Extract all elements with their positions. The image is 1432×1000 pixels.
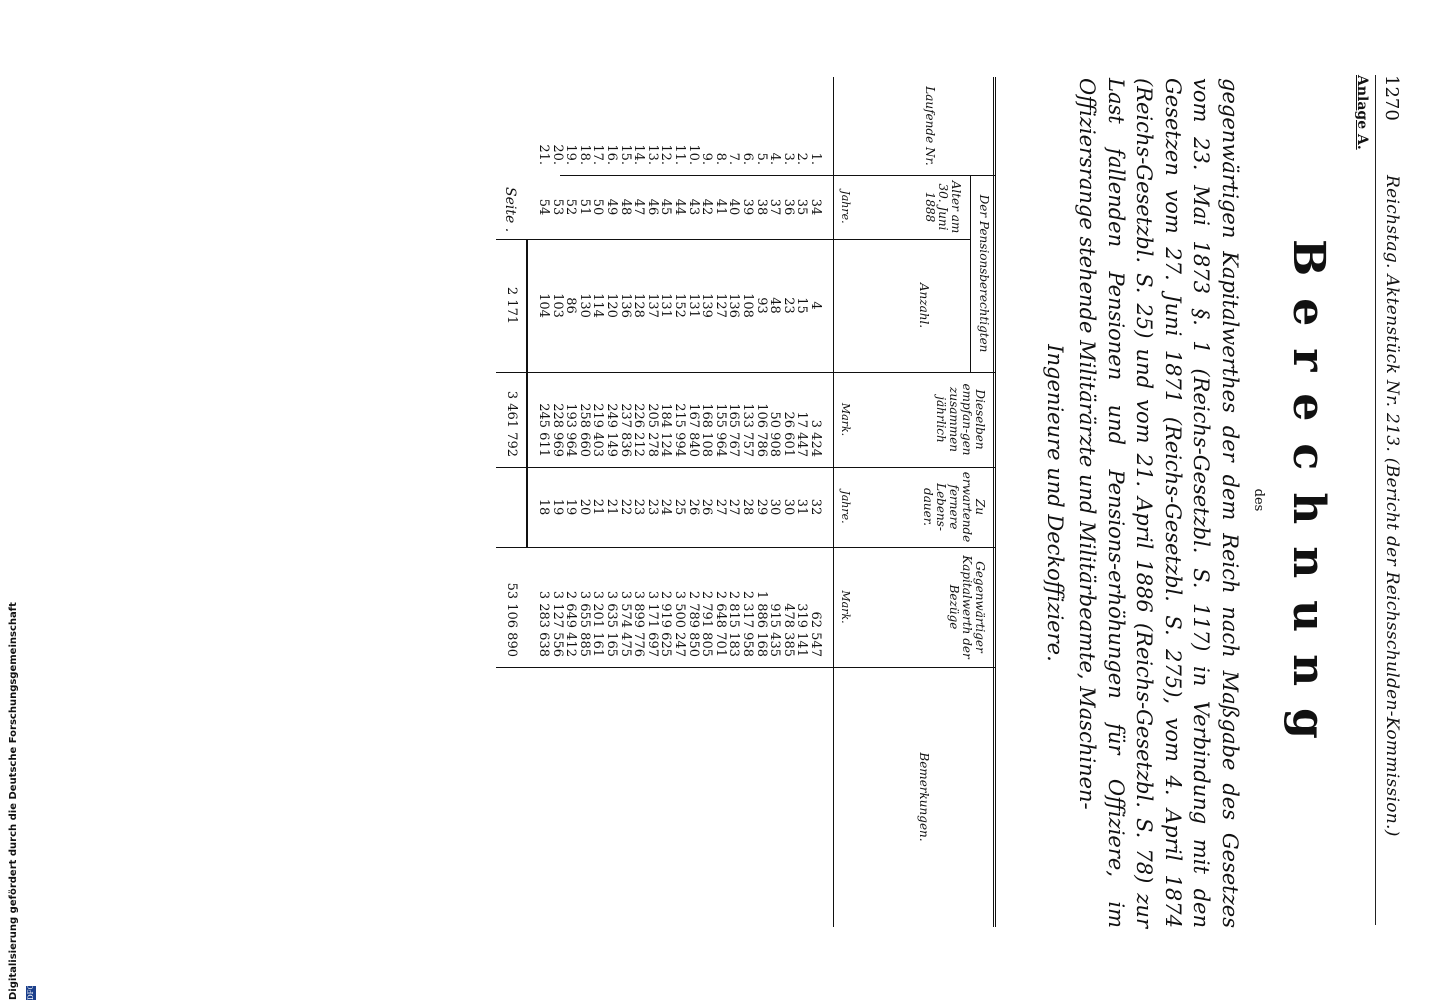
table-cell-dauer: 22 xyxy=(617,498,633,516)
table-cell-nr: 9. xyxy=(699,152,715,165)
table-cell-anzahl: 128 xyxy=(631,293,647,318)
table-cell-alter: 47 xyxy=(631,198,647,216)
sum-betrag: 3 461 792 xyxy=(504,390,519,457)
table-cell-kapital: 2 649 412 xyxy=(563,590,579,657)
table-cell-dauer: 28 xyxy=(740,498,755,516)
intro-paragraph: gegenwärtigen Kapitalwerthes der dem Reich nach Maßgabe des Gesetzes vom 23. Mai 1873 §. 1 (Reichs-Gesetzbl. S. 117) in Verbindung mit den Gesetzen vom 27. Juni 1871 (Reichs-Gesetzbl. S. 275), vom 4. April 1874 (Reichs-Gesetzbl. S. 25) und vom 21. April 1886 (Reichs-Gesetzbl. S. 78) zur Last fallenden Pensionen und Pensions-erhöhungen für Offiziere, im Offiziersrange stehende Militärärzte und Militärbeamte, Maschinen- xyxy=(1075,78,1242,928)
table-cell-dauer: 23 xyxy=(644,498,660,516)
table-cell-anzahl: 15 xyxy=(794,297,810,314)
table-cell-alter: 44 xyxy=(672,198,687,216)
table-cell-kapital: 3 127 556 xyxy=(549,590,565,657)
table-cell-alter: 43 xyxy=(685,198,701,216)
table-cell-dauer: 20 xyxy=(576,498,592,516)
unit-kapitalwerth: Mark. xyxy=(839,590,852,624)
table-cell-betrag: 219 403 xyxy=(590,403,606,457)
table-cell-betrag: 258 660 xyxy=(576,403,592,457)
credit-text: Digitalisierung gefördert durch die Deutsche Forschungsgemeinschaft xyxy=(8,602,19,1000)
header-laufende-nr: Laufende Nr. xyxy=(923,86,937,166)
table-cell-anzahl: 108 xyxy=(740,293,755,318)
header-rule xyxy=(1375,75,1376,925)
unit-alter: Jahre. xyxy=(839,190,852,224)
table-cell-anzahl: 131 xyxy=(658,293,674,318)
table-cell-kapital: 478 385 xyxy=(780,603,796,657)
table-cell-alter: 53 xyxy=(549,198,565,216)
table-cell-betrag: 26 601 xyxy=(780,411,796,457)
table-cell-anzahl: 139 xyxy=(699,293,715,318)
table-cell-anzahl: 131 xyxy=(685,293,701,318)
table-cell-nr: 17. xyxy=(590,144,606,165)
header-bemerkungen: Bemerkungen. xyxy=(917,752,931,842)
table-cell-anzahl: 114 xyxy=(590,293,606,318)
table-cell-alter: 50 xyxy=(590,198,606,216)
table-cell-betrag: 17 447 xyxy=(794,411,810,457)
table-cell-nr: 8. xyxy=(712,152,728,165)
sum-rule xyxy=(526,239,528,547)
table-cell-dauer: 27 xyxy=(712,498,728,516)
table-cell-alter: 40 xyxy=(726,198,742,216)
table-cell-kapital: 2 919 625 xyxy=(658,590,674,657)
table-cell-nr: 6. xyxy=(740,152,755,165)
table-cell-alter: 35 xyxy=(794,198,810,216)
table-cell-anzahl: 127 xyxy=(712,293,728,318)
table-cell-betrag: 193 964 xyxy=(563,403,579,457)
table-cell-betrag: 205 278 xyxy=(644,403,660,457)
table-cell-betrag: 237 836 xyxy=(617,403,633,457)
table-cell-alter: 39 xyxy=(740,198,755,216)
table-cell-anzahl: 4 xyxy=(808,301,823,310)
table-cell-alter: 41 xyxy=(712,198,728,216)
unit-lebensdauer: Jahre. xyxy=(839,490,852,524)
table-cell-kapital: 2 791 805 xyxy=(699,590,715,657)
intro-ending: Ingenieure und Deckoffiziere. xyxy=(1043,344,1067,662)
table-cell-betrag: 3 424 xyxy=(808,419,823,457)
table-cell-dauer: 30 xyxy=(767,498,783,516)
table-cell-dauer: 26 xyxy=(699,498,715,516)
table-cell-nr: 10. xyxy=(685,144,701,165)
table-cell-alter: 37 xyxy=(767,198,783,216)
table-cell-kapital: 2 317 958 xyxy=(740,590,755,657)
table-cell-anzahl: 130 xyxy=(576,293,592,318)
table-cell-anzahl: 48 xyxy=(767,297,783,314)
table-cell-alter: 34 xyxy=(808,198,823,216)
table-cell-kapital: 1 886 168 xyxy=(753,590,769,657)
pension-table xyxy=(496,77,996,927)
table-cell-betrag: 226 212 xyxy=(631,403,647,457)
document-subtitle: des xyxy=(1251,488,1266,512)
table-cell-nr: 12. xyxy=(658,144,674,165)
table-cell-dauer: 18 xyxy=(536,498,551,516)
table-cell-betrag: 155 964 xyxy=(712,403,728,457)
dfg-logo-icon: DFG xyxy=(26,983,35,1000)
table-cell-dauer: 25 xyxy=(672,498,687,516)
table-cell-dauer: 27 xyxy=(726,498,742,516)
table-cell-dauer: 30 xyxy=(780,498,796,516)
table-cell-betrag: 168 108 xyxy=(699,403,715,457)
document-title: Berechnung xyxy=(1283,239,1334,761)
table-cell-nr: 14. xyxy=(631,144,647,165)
table-cell-dauer: 24 xyxy=(658,498,674,516)
table-cell-anzahl: 137 xyxy=(644,293,660,318)
table-cell-alter: 46 xyxy=(644,198,660,216)
header-group: Der Pensionsberechtigten xyxy=(977,194,991,353)
annex-label: Anlage A. xyxy=(1354,75,1370,150)
table-cell-dauer: 21 xyxy=(604,498,619,516)
table-cell-anzahl: 104 xyxy=(536,293,551,318)
table-cell-anzahl: 120 xyxy=(604,293,619,318)
table-cell-alter: 42 xyxy=(699,198,715,216)
table-cell-kapital: 2 648 701 xyxy=(712,590,728,657)
table-cell-anzahl: 93 xyxy=(753,297,769,314)
table-cell-nr: 5. xyxy=(753,152,769,165)
table-cell-betrag: 228 969 xyxy=(549,403,565,457)
table-cell-anzahl: 103 xyxy=(549,293,565,318)
table-cell-kapital: 3 500 247 xyxy=(672,590,687,657)
table-cell-nr: 13. xyxy=(644,144,660,165)
table-cell-kapital: 3 201 161 xyxy=(590,590,606,657)
table-cell-anzahl: 23 xyxy=(780,297,796,314)
table-cell-kapital: 3 655 885 xyxy=(576,590,592,657)
table-cell-dauer: 31 xyxy=(794,498,810,516)
table-cell-dauer: 23 xyxy=(631,498,647,516)
header-alter: Alter am 30. Juni 1888 xyxy=(923,180,963,234)
table-cell-alter: 51 xyxy=(576,198,592,216)
table-cell-dauer: 32 xyxy=(808,498,823,516)
table-cell-alter: 52 xyxy=(563,198,579,216)
table-cell-kapital: 3 171 697 xyxy=(644,590,660,657)
table-cell-anzahl: 86 xyxy=(563,297,579,314)
table-cell-kapital: 3 899 776 xyxy=(631,590,647,657)
table-cell-nr: 18. xyxy=(576,144,592,165)
table-cell-betrag: 245 611 xyxy=(536,403,551,457)
table-cell-nr: 20. xyxy=(549,144,565,165)
header-kapitalwerth: Gegenwärtiger Kapitalwerth der Bezüge xyxy=(947,555,987,659)
table-cell-betrag: 184 124 xyxy=(658,403,674,457)
table-cell-kapital: 3 635 165 xyxy=(604,590,619,657)
table-cell-kapital: 3 574 475 xyxy=(617,590,633,657)
table-cell-dauer: 26 xyxy=(685,498,701,516)
table-cell-kapital: 62 547 xyxy=(808,611,823,657)
table-cell-nr: 21. xyxy=(536,144,551,165)
table-cell-nr: 3. xyxy=(780,152,796,165)
table-cell-kapital: 915 435 xyxy=(767,603,783,657)
table-cell-kapital: 3 283 638 xyxy=(536,590,551,657)
table-cell-betrag: 50 908 xyxy=(767,411,783,457)
header-anzahl: Anzahl. xyxy=(917,282,931,329)
table-top-rule xyxy=(993,77,996,927)
group-header-rule xyxy=(970,175,971,372)
table-header-rule xyxy=(833,77,834,927)
table-cell-alter: 36 xyxy=(780,198,796,216)
table-cell-nr: 19. xyxy=(563,144,579,165)
table-cell-dauer: 21 xyxy=(590,498,606,516)
table-cell-betrag: 249 149 xyxy=(604,403,619,457)
page-number: 1270 xyxy=(1381,75,1402,121)
table-cell-kapital: 2 815 183 xyxy=(726,590,742,657)
table-cell-betrag: 165 767 xyxy=(726,403,742,457)
sum-anzahl: 2 171 xyxy=(504,286,519,325)
header-empfangen: Dieselben empfan-gen zusammen jährlich xyxy=(934,383,987,456)
table-cell-kapital: 319 141 xyxy=(794,603,810,657)
table-cell-alter: 54 xyxy=(536,198,551,216)
table-cell-alter: 48 xyxy=(617,198,633,216)
table-cell-anzahl: 136 xyxy=(726,293,742,318)
sum-kapitalwerth: 53 106 890 xyxy=(504,582,519,657)
table-cell-betrag: 106 786 xyxy=(753,403,769,457)
table-cell-nr: 4. xyxy=(767,152,783,165)
table-cell-nr: 11. xyxy=(672,144,687,165)
table-cell-dauer: 19 xyxy=(563,498,579,516)
table-cell-nr: 2. xyxy=(794,152,810,165)
table-cell-betrag: 167 840 xyxy=(685,403,701,457)
table-cell-dauer: 29 xyxy=(753,498,769,516)
table-cell-betrag: 133 757 xyxy=(740,403,755,457)
table-cell-dauer: 19 xyxy=(549,498,565,516)
digitization-credit xyxy=(1,600,35,1000)
table-cell-alter: 45 xyxy=(658,198,674,216)
table-cell-kapital: 2 789 850 xyxy=(685,590,701,657)
table-cell-anzahl: 152 xyxy=(672,293,687,318)
sum-label: Seite . xyxy=(502,187,518,233)
header-lebensdauer: Zu erwartende fernere Lebens-dauer. xyxy=(921,471,987,543)
unit-empfangen: Mark. xyxy=(839,402,852,437)
table-cell-nr: 15. xyxy=(617,144,633,165)
running-title: Reichstag. Aktenstück Nr. 213. (Bericht der Reichsschulden-Kommission.) xyxy=(1382,175,1402,837)
table-cell-alter: 49 xyxy=(604,198,619,216)
table-cell-anzahl: 136 xyxy=(617,293,633,318)
table-cell-nr: 1. xyxy=(808,152,823,165)
table-cell-betrag: 215 994 xyxy=(672,403,687,457)
table-cell-nr: 7. xyxy=(726,152,742,165)
table-cell-alter: 38 xyxy=(753,198,769,216)
table-cell-nr: 16. xyxy=(604,144,619,165)
